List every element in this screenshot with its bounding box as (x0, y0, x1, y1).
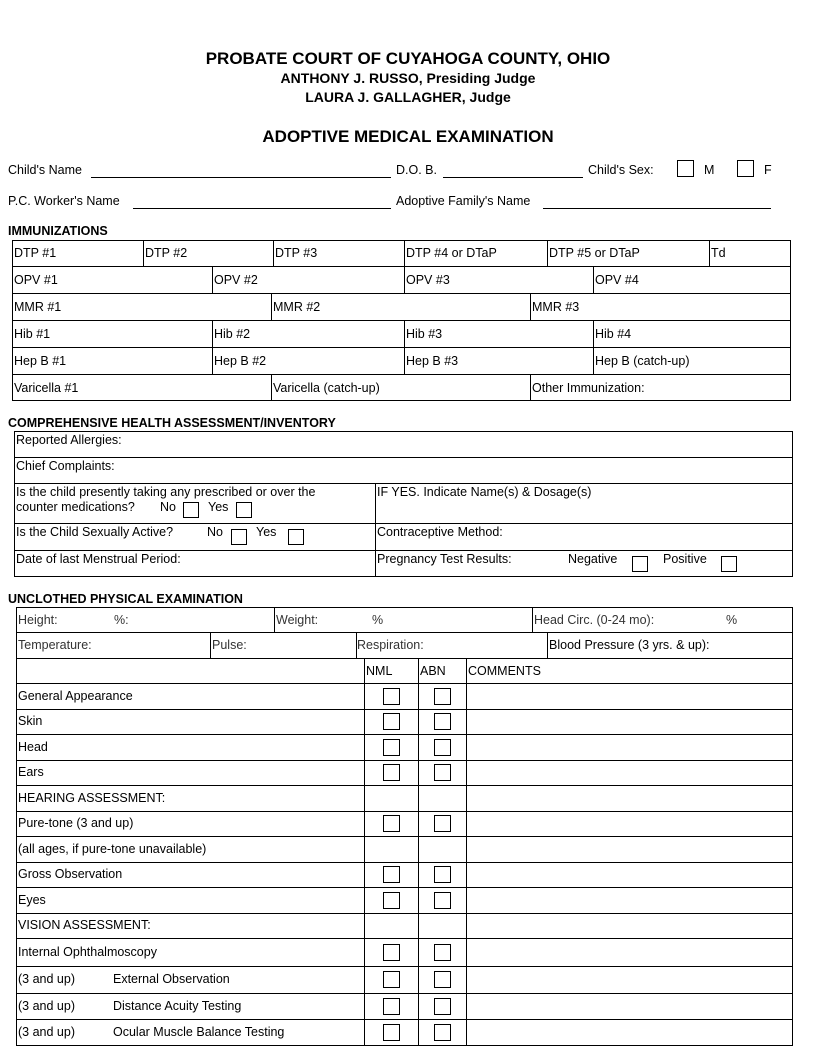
exam-row-divider (16, 683, 793, 684)
form-title: ADOPTIVE MEDICAL EXAMINATION (262, 127, 554, 146)
hepb-catchup-cell[interactable]: Hep B (catch-up) (595, 354, 690, 368)
exam-row-divider (16, 993, 793, 994)
exam-row-divider (16, 836, 793, 837)
hepb2-cell[interactable]: Hep B #2 (214, 354, 267, 368)
active-no-label: No (207, 525, 223, 539)
hepb1-cell[interactable]: Hep B #1 (14, 354, 67, 368)
exam-row-label: Pure-tone (3 and up) (18, 816, 134, 830)
sexually-active-question: Is the Child Sexually Active? (16, 525, 174, 539)
family-name-field[interactable] (543, 208, 771, 209)
td-cell[interactable]: Td (711, 246, 726, 260)
medications-question-line2: counter medications? (16, 500, 135, 514)
physical-title: UNCLOTHED PHYSICAL EXAMINATION (8, 592, 243, 606)
active-no-checkbox[interactable] (231, 529, 247, 545)
varicella-catchup-cell[interactable]: Varicella (catch-up) (273, 381, 380, 395)
pregnancy-label: Pregnancy Test Results: (377, 552, 512, 566)
exam-row-divider (16, 785, 793, 786)
active-yes-checkbox[interactable] (288, 529, 304, 545)
exam-row-label: Distance Acuity Testing (113, 999, 242, 1013)
exam-row-label: VISION ASSESSMENT: (18, 918, 151, 932)
dtp4-cell[interactable]: DTP #4 or DTaP (406, 246, 497, 260)
hib1-cell[interactable]: Hib #1 (14, 327, 51, 341)
exam-row-label: (all ages, if pure-tone unavailable) (18, 842, 207, 856)
sex-f-label: F (764, 163, 772, 177)
abn-checkbox[interactable] (434, 688, 451, 705)
nml-checkbox[interactable] (383, 944, 400, 961)
abn-checkbox[interactable] (434, 1024, 451, 1041)
exam-row-label: Ears (18, 765, 44, 779)
dob-label: D.O. B. (396, 163, 437, 177)
nml-checkbox[interactable] (383, 971, 400, 988)
height-pct-label: %: (114, 613, 129, 627)
abn-checkbox[interactable] (434, 713, 451, 730)
abn-checkbox[interactable] (434, 892, 451, 909)
exam-row-age-note: (3 and up) (18, 1025, 75, 1039)
exam-row-label: Head (18, 740, 48, 754)
abn-checkbox[interactable] (434, 998, 451, 1015)
exam-row-label: Eyes (18, 893, 46, 907)
exam-row-age-note: (3 and up) (18, 972, 75, 986)
opv2-cell[interactable]: OPV #2 (214, 273, 258, 287)
temperature-label[interactable]: Temperature: (18, 638, 92, 652)
exam-row-label: External Observation (113, 972, 230, 986)
worker-name-label: P.C. Worker's Name (8, 194, 120, 208)
respiration-label[interactable]: Respiration: (357, 638, 424, 652)
mmr3-cell[interactable]: MMR #3 (532, 300, 580, 314)
medications-question-line1: Is the child presently taking any prescribed or over the (16, 485, 316, 499)
sex-m-label: M (704, 163, 715, 177)
nml-header: NML (366, 664, 393, 678)
nml-checkbox[interactable] (383, 815, 400, 832)
nml-checkbox[interactable] (383, 739, 400, 756)
nml-checkbox[interactable] (383, 892, 400, 909)
health-title: COMPREHENSIVE HEALTH ASSESSMENT/INVENTORY (8, 416, 336, 430)
allergies-label[interactable]: Reported Allergies: (16, 433, 122, 447)
varicella1-cell[interactable]: Varicella #1 (14, 381, 79, 395)
exam-row-divider (16, 811, 793, 812)
exam-row-divider (16, 760, 793, 761)
hib3-cell[interactable]: Hib #3 (406, 327, 443, 341)
abn-header: ABN (420, 664, 446, 678)
family-name-label: Adoptive Family's Name (396, 194, 531, 208)
pulse-label[interactable]: Pulse: (212, 638, 247, 652)
exam-row-age-note: (3 and up) (18, 999, 75, 1013)
exam-row-label: Skin (18, 714, 43, 728)
abn-checkbox[interactable] (434, 764, 451, 781)
menstrual-label[interactable]: Date of last Menstrual Period: (16, 552, 181, 566)
meds-detail-label[interactable]: IF YES. Indicate Name(s) & Dosage(s) (377, 485, 592, 499)
exam-row-divider (16, 887, 793, 888)
abn-checkbox[interactable] (434, 739, 451, 756)
positive-checkbox[interactable] (721, 556, 737, 572)
meds-yes-label: Yes (208, 500, 229, 514)
abn-checkbox[interactable] (434, 944, 451, 961)
exam-row-divider (16, 938, 793, 939)
mmr2-cell[interactable]: MMR #2 (273, 300, 321, 314)
comments-header: COMMENTS (468, 664, 541, 678)
judge: LAURA J. GALLAGHER, Judge (305, 89, 511, 105)
other-immunization-cell[interactable]: Other Immunization: (532, 381, 645, 395)
positive-label: Positive (663, 552, 707, 566)
sex-m-checkbox[interactable] (677, 160, 694, 177)
exam-row-divider (16, 862, 793, 863)
exam-row-label: HEARING ASSESSMENT: (18, 791, 166, 805)
dtp1-cell[interactable]: DTP #1 (14, 246, 57, 260)
exam-row-label: Ocular Muscle Balance Testing (113, 1025, 285, 1039)
complaints-label[interactable]: Chief Complaints: (16, 459, 115, 473)
mmr1-cell[interactable]: MMR #1 (14, 300, 62, 314)
meds-no-label: No (160, 500, 176, 514)
negative-label: Negative (568, 552, 618, 566)
hepb3-cell[interactable]: Hep B #3 (406, 354, 459, 368)
nml-checkbox[interactable] (383, 713, 400, 730)
presiding-judge: ANTHONY J. RUSSO, Presiding Judge (280, 70, 536, 86)
opv1-cell[interactable]: OPV #1 (14, 273, 58, 287)
childs-name-label: Child's Name (8, 163, 82, 177)
height-label[interactable]: Height: (18, 613, 58, 627)
childs-sex-label: Child's Sex: (588, 163, 654, 177)
contraceptive-label[interactable]: Contraceptive Method: (377, 525, 503, 539)
hib2-cell[interactable]: Hib #2 (214, 327, 251, 341)
negative-checkbox[interactable] (632, 556, 648, 572)
exam-row-divider (16, 709, 793, 710)
court-name: PROBATE COURT OF CUYAHOGA COUNTY, OHIO (205, 49, 611, 68)
dob-field[interactable] (443, 177, 583, 178)
exam-row-divider (16, 966, 793, 967)
dtp3-cell[interactable]: DTP #3 (275, 246, 318, 260)
dtp2-cell[interactable]: DTP #2 (145, 246, 188, 260)
worker-name-field[interactable] (133, 208, 391, 209)
opv3-cell[interactable]: OPV #3 (406, 273, 450, 287)
childs-name-field[interactable] (91, 177, 391, 178)
dtp5-cell[interactable]: DTP #5 or DTaP (549, 246, 640, 260)
blood-pressure-label[interactable]: Blood Pressure (3 yrs. & up): (549, 638, 710, 652)
weight-pct-label: % (372, 613, 384, 627)
immunizations-title: IMMUNIZATIONS (8, 224, 108, 238)
meds-yes-checkbox[interactable] (236, 502, 252, 518)
exam-row-label: General Appearance (18, 689, 133, 703)
meds-no-checkbox[interactable] (183, 502, 199, 518)
nml-checkbox[interactable] (383, 866, 400, 883)
nml-checkbox[interactable] (383, 764, 400, 781)
abn-checkbox[interactable] (434, 866, 451, 883)
weight-label[interactable]: Weight: (276, 613, 319, 627)
exam-row-divider (16, 734, 793, 735)
opv4-cell[interactable]: OPV #4 (595, 273, 639, 287)
hib4-cell[interactable]: Hib #4 (595, 327, 632, 341)
abn-checkbox[interactable] (434, 815, 451, 832)
exam-row-label: Internal Ophthalmoscopy (18, 945, 157, 959)
exam-row-label: Gross Observation (18, 867, 123, 881)
head-circ-pct-label: % (726, 613, 738, 627)
nml-checkbox[interactable] (383, 1024, 400, 1041)
exam-row-divider (16, 1019, 793, 1020)
head-circ-label[interactable]: Head Circ. (0-24 mo): (534, 613, 655, 627)
nml-checkbox[interactable] (383, 688, 400, 705)
abn-checkbox[interactable] (434, 971, 451, 988)
active-yes-label: Yes (256, 525, 277, 539)
sex-f-checkbox[interactable] (737, 160, 754, 177)
exam-row-divider (16, 913, 793, 914)
nml-checkbox[interactable] (383, 998, 400, 1015)
